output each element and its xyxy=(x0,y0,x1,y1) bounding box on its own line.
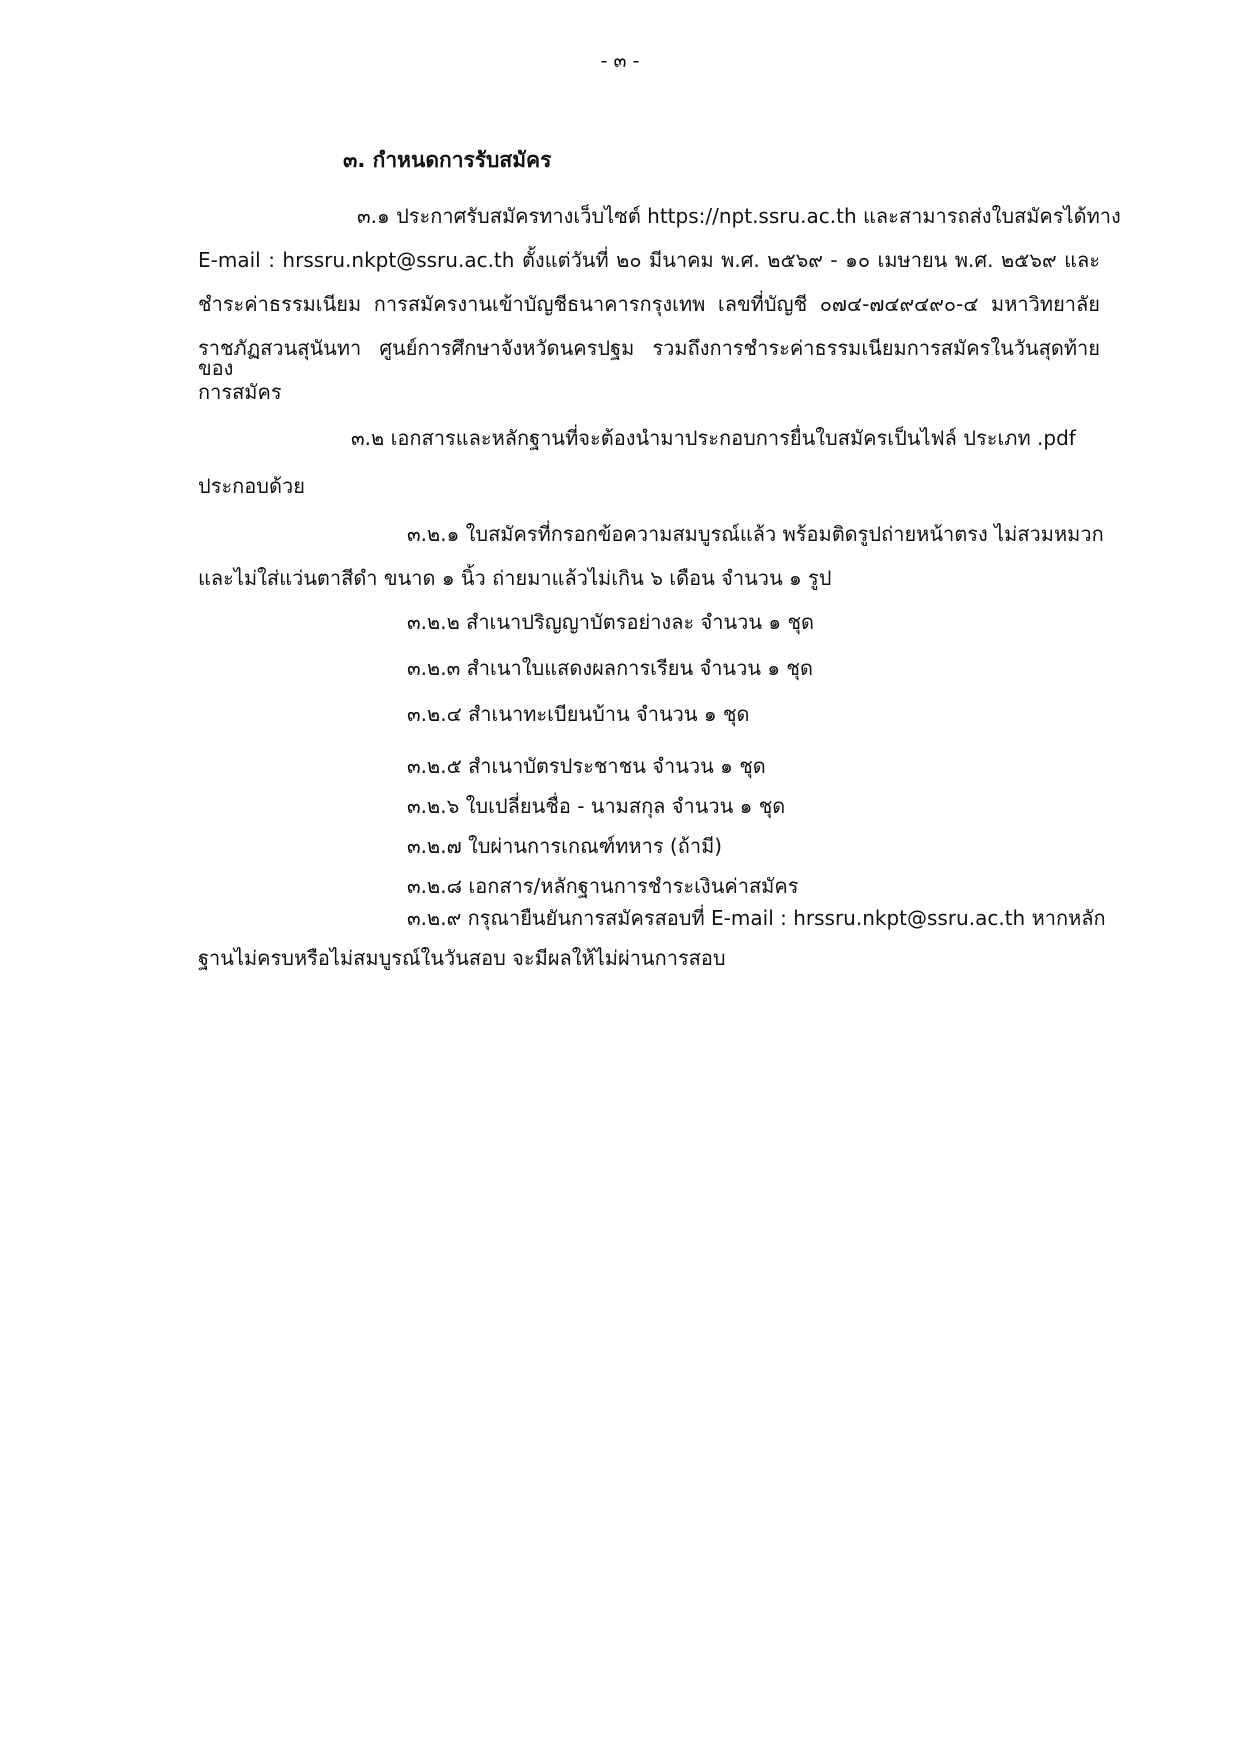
paragraph-3-2-line-1: ๓.๒ เอกสารและหลักฐานที่จะต้องนำมาประกอบการยื่นใบสมัครเป็นไฟล์ ประเภท .pdf xyxy=(351,426,1076,450)
list-item-3-2-9-line-1: ๓.๒.๙ กรุณายืนยันการสมัครสอบที่ E-mail : hrssru.nkpt@ssru.ac.th หากหลัก xyxy=(407,906,1106,930)
list-item-3-2-2: ๓.๒.๒ สำเนาปริญญาบัตรอย่างละ จำนวน ๑ ชุด xyxy=(407,610,815,634)
list-item-3-2-1-line-2: และไม่ใส่แว่นตาสีดำ ขนาด ๑ นิ้ว ถ่ายมาแล้วไม่เกิน ๖ เดือน จำนวน ๑ รูป xyxy=(198,566,832,590)
list-item-3-2-7: ๓.๒.๗ ใบผ่านการเกณฑ์ทหาร (ถ้ามี) xyxy=(407,834,723,858)
page-number: - ๓ - xyxy=(600,50,640,72)
paragraph-3-1-line-3: ชำระค่าธรรมเนียม การสมัครงานเข้าบัญชีธนาคารกรุงเทพ เลขที่บัญชี ๐๗๔-๗๔๙๔๙๐-๔ มหาวิทยาลัย xyxy=(198,292,1100,316)
paragraph-3-1-line-2: E-mail : hrssru.nkpt@ssru.ac.th ตั้งแต่วันที่ ๒๐ มีนาคม พ.ศ. ๒๕๖๙ - ๑๐ เมษายน พ.ศ. ๒๕๖๙ และ xyxy=(198,248,1100,272)
section-heading: ๓. กำหนดการรับสมัคร xyxy=(343,148,552,172)
list-item-3-2-6: ๓.๒.๖ ใบเปลี่ยนชื่อ - นามสกุล จำนวน ๑ ชุด xyxy=(407,794,786,818)
list-item-3-2-8: ๓.๒.๘ เอกสาร/หลักฐานการชำระเงินค่าสมัคร xyxy=(407,874,799,898)
paragraph-3-1-line-1: ๓.๑ ประกาศรับสมัครทางเว็บไซต์ https://npt.ssru.ac.th และสามารถส่งใบสมัครได้ทาง xyxy=(357,204,1121,228)
list-item-3-2-9-line-2: ฐานไม่ครบหรือไม่สมบูรณ์ในวันสอบ จะมีผลให้ไม่ผ่านการสอบ xyxy=(198,946,726,970)
paragraph-3-1-line-4: ราชภัฏสวนสุนันทา ศูนย์การศึกษาจังหวัดนครปฐม รวมถึงการชำระค่าธรรมเนียมการสมัครในวันสุดท้ายของ xyxy=(198,336,1100,380)
paragraph-3-1-line-5: การสมัคร xyxy=(198,380,282,404)
paragraph-3-2-line-2: ประกอบด้วย xyxy=(198,474,305,498)
list-item-3-2-3: ๓.๒.๓ สำเนาใบแสดงผลการเรียน จำนวน ๑ ชุด xyxy=(407,656,813,680)
list-item-3-2-5: ๓.๒.๕ สำเนาบัตรประชาชน จำนวน ๑ ชุด xyxy=(407,754,766,778)
list-item-3-2-1-line-1: ๓.๒.๑ ใบสมัครที่กรอกข้อความสมบูรณ์แล้ว พร้อมติดรูปถ่ายหน้าตรง ไม่สวมหมวก xyxy=(407,522,1104,546)
list-item-3-2-4: ๓.๒.๔ สำเนาทะเบียนบ้าน จำนวน ๑ ชุด xyxy=(407,702,750,726)
